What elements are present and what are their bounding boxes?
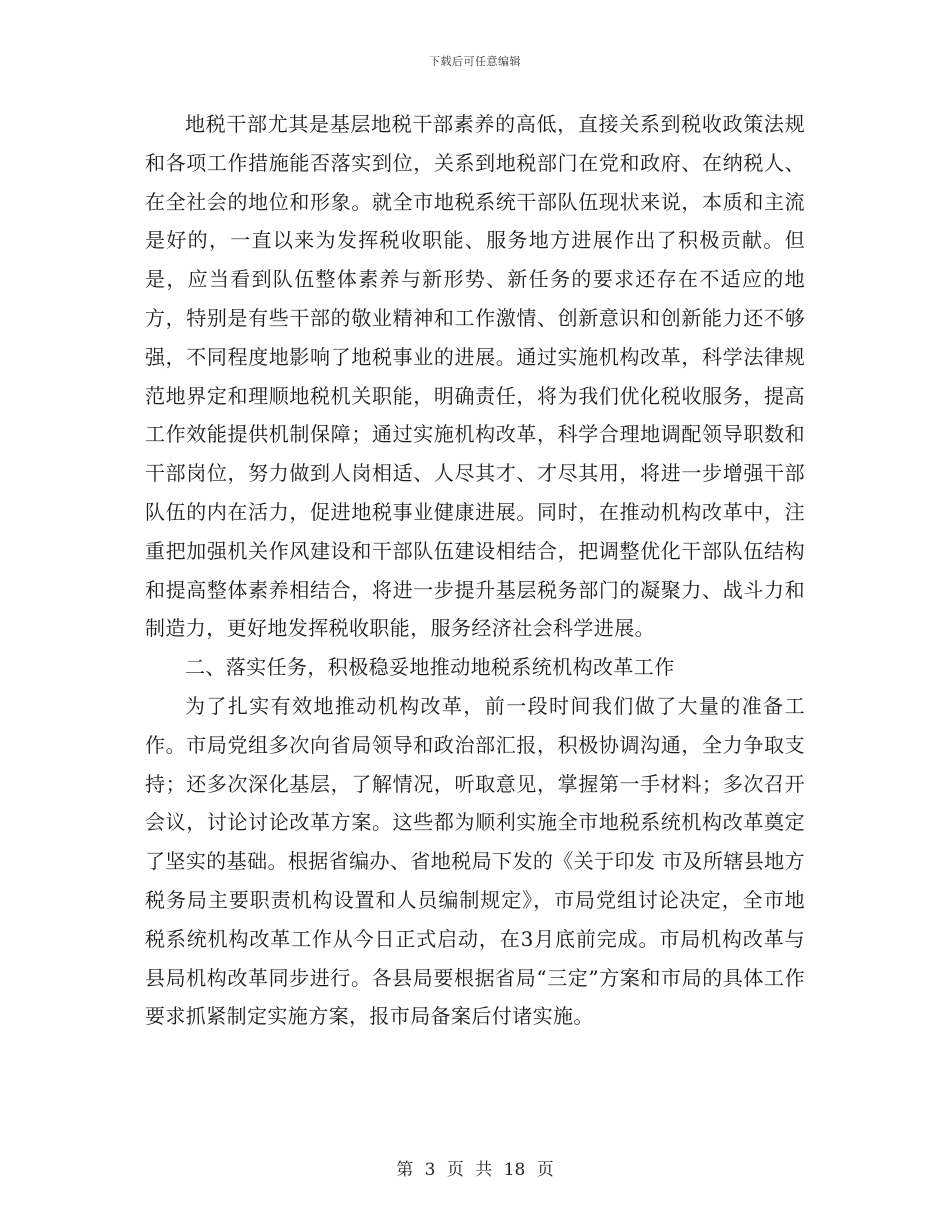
document-body [145, 105, 805, 1036]
body-paragraph-2: 为了扎实有效地推动机构改革，前一段时间我们做了大量的准备工作。市局党组多次向省局领导和政治部汇报，积极协调沟通，全力争取支持；还多次深化基层，了解情况，听取意见，掌握第一手材料；多次召开会议，讨论讨论改革方案。这些都为顺利实施全市地税系统机构改革奠定了坚实的基础。根据省编办、省地税局下发的《关于印发 市及所辖县地方税务局主要职责机构设置和人员编制规定》，市局党组讨论决定，全市地税系统机构改革工作从今日正式启动，在3月底前完成。市局机构改革与县局机构改革同步进行。各县局要根据省局“三定”方案和市局的具体工作要求抓紧制定实施方案，报市局备案后付诸实施。 [145, 693, 805, 1029]
page-number-footer: 第 3 页 共 18 页 [396, 1160, 554, 1180]
page-header-note: 下载后可任意编辑 [429, 55, 521, 68]
body-paragraph-1: 地税干部尤其是基层地税干部素养的高低，直接关系到税收政策法规和各项工作措施能否落实到位，关系到地税部门在党和政府、在纳税人、在全社会的地位和形象。就全市地税系统干部队伍现状来说，本质和主流是好的，一直以来为发挥税收职能、服务地方进展作出了积极贡献。但是，应当看到队伍整体素养与新形势、新任务的要求还存在不适应的地方，特别是有些干部的敬业精神和工作激情、创新意识和创新能力还不够强，不同程度地影响了地税事业的进展。通过实施机构改革，科学法律规范地界定和理顺地税机关职能，明确责任，将为我们优化税收服务，提高工作效能提供机制保障；通过实施机构改革，科学合理地调配领导职数和干部岗位，努力做到人岗相适、人尽其才、才尽其用，将进一步增强干部队伍的内在活力，促进地税事业健康进展。同时，在推动机构改革中，注重把加强机关作风建设和干部队伍建设相结合，把调整优化干部队伍结构和提高整体素养相结合，将进一步提升基层税务部门的凝聚力、战斗力和制造力，更好地发挥税收职能，服务经济社会科学进展。 [145, 112, 805, 641]
section-heading: 二、落实任务，积极稳妥地推动地税系统机构改革工作 [185, 655, 675, 680]
